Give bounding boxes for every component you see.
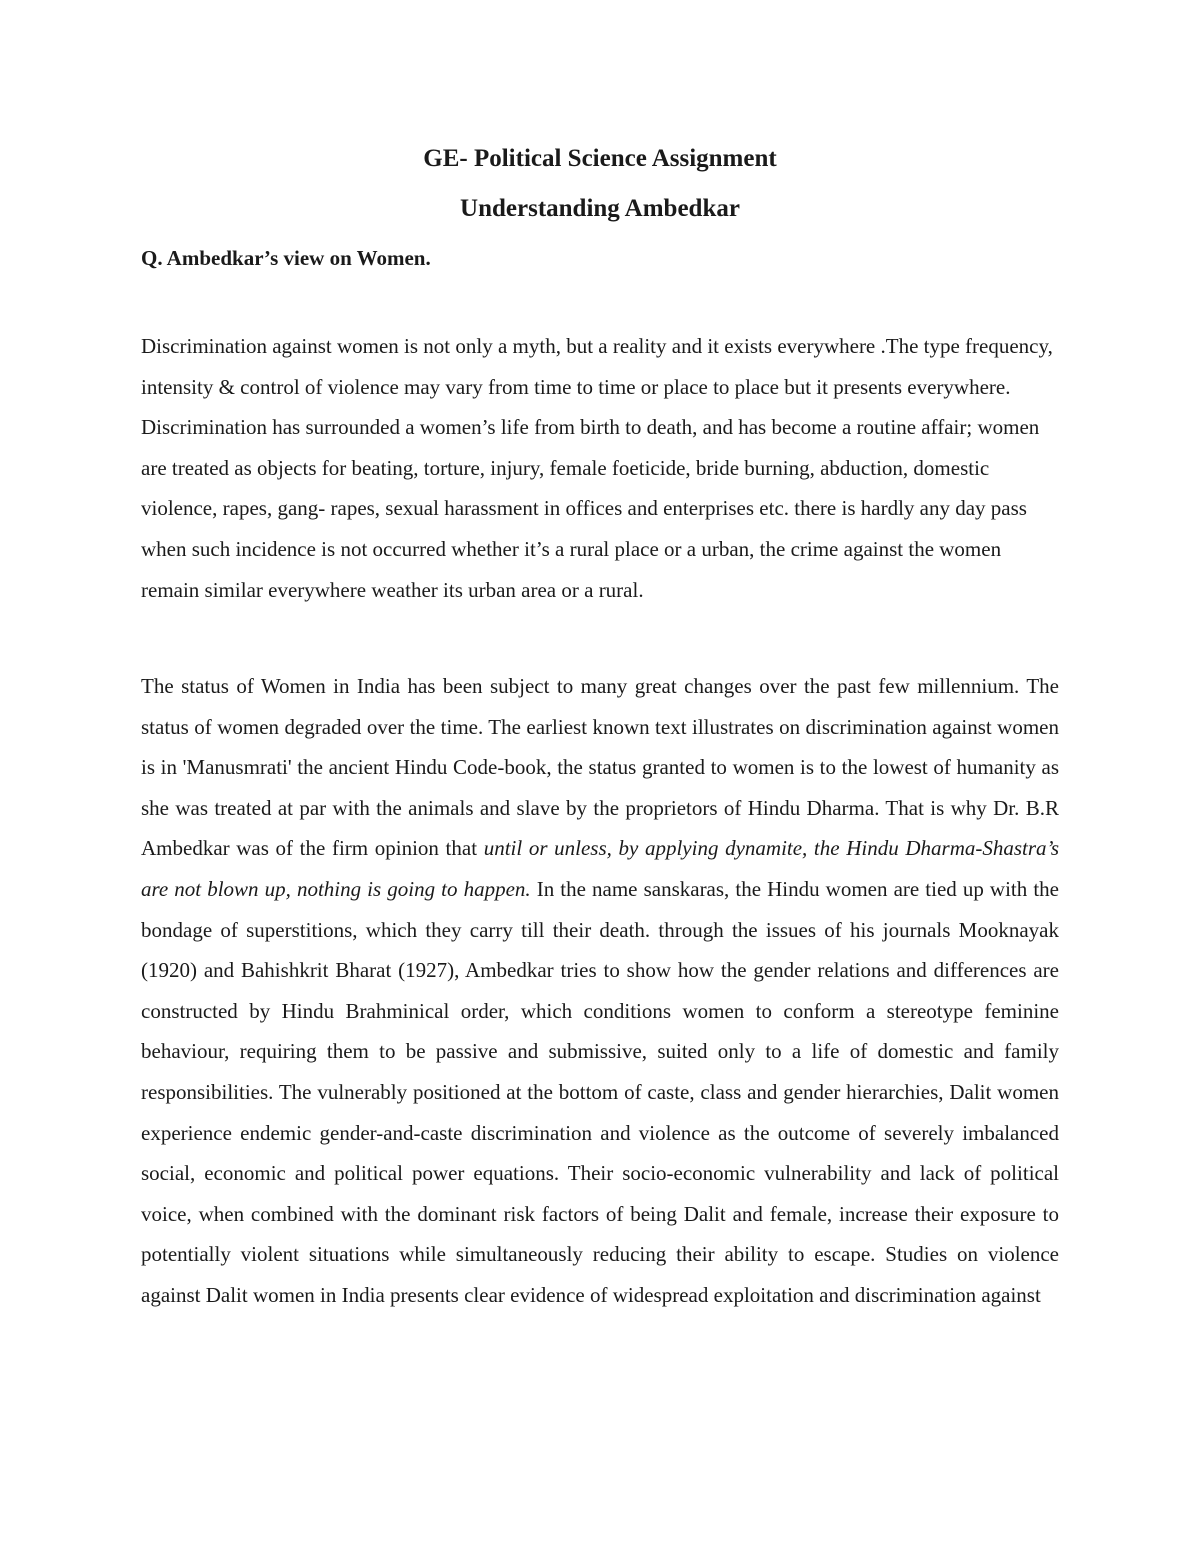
- paragraph-1: Discrimination against women is not only a myth, but a reality and it exists everywhere .The type frequency, intensity & control of violence may vary from time to time or place to place but it presents everywhere. Discrimination has surrounded a women’s life from birth to death, and has become a routine affair; women are treated as objects for beating, torture, injury, female foeticide, bride burning, abduction, domestic violence, rapes, gang- rapes, sexual harassment in offices and enterprises etc. there is hardly any day pass when such incidence is not occurred whether it’s a rural place or a urban, the crime against the women remain similar everywhere weather its urban area or a rural.: [141, 334, 1053, 602]
- document-title: GE- Political Science Assignment: [423, 145, 777, 172]
- paragraph-2-text-end: In the name sanskaras, the Hindu women are tied up with the bondage of superstitions, which they carry till their death. through the issues of his journals Mooknayak (1920) and Bahishkrit Bharat (1927), Ambedkar tries to show how the gender relations and differences are constructed by Hindu Brahminical order, which conditions women to conform a stereotype feminine behaviour, requiring them to be passive and submissive, suited only to a life of domestic and family responsibilities. The vulnerably positioned at the bottom of caste, class and gender hierarchies, Dalit women experience endemic gender-and-caste discrimination and violence as the outcome of severely imbalanced social, economic and political power equations. Their socio-economic vulnerability and lack of political voice, when combined with the dominant risk factors of being Dalit and female, increase their exposure to potentially violent situations while simultaneously reducing their ability to escape. Studies on violence against Dalit women in India presents clear evidence of widespread exploitation and discrimination against: [141, 876, 1059, 1307]
- question-heading: Q. Ambedkar’s view on Women.: [141, 246, 431, 270]
- paragraph-2-text-start: The status of Women in India has been subject to many great changes over the past few millennium. The status of women degraded over the time. The earliest known text illustrates on discrimination against women is in 'Manusmrati' the ancient Hindu Code-book, the status granted to women is to the lowest of humanity as she was treated at par with the animals and slave by the proprietors of Hindu Dharma. That is why Dr. B.R Ambedkar was of the firm opinion that: [141, 674, 1059, 861]
- paragraph-2: [141, 666, 1059, 1316]
- document-subtitle: Understanding Ambedkar: [460, 195, 740, 222]
- ambedkar-quote: until or unless, by applying dynamite, the Hindu Dharma-Shastra’s are not blown up, nothing is going to happen.: [141, 836, 1059, 901]
